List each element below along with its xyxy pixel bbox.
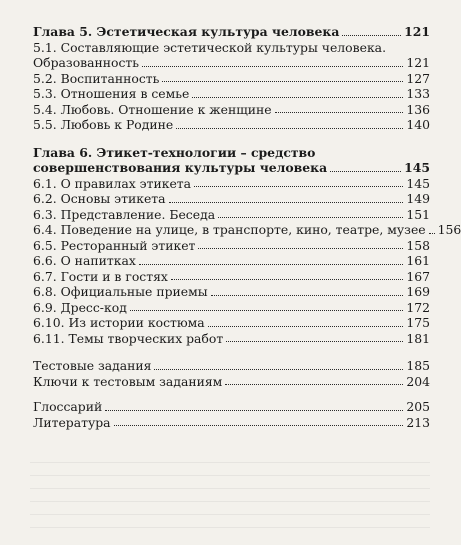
entry-page: 204 bbox=[406, 373, 430, 389]
dot-leader bbox=[275, 112, 404, 113]
entry-text: 6.6. О напитках bbox=[33, 253, 136, 268]
entry-page: 145 bbox=[406, 175, 430, 191]
section-gap bbox=[33, 389, 430, 399]
entry-page: 151 bbox=[406, 206, 430, 222]
chapter-6-title-line1[interactable]: Глава 6. Этикет-технологии – средство bbox=[33, 144, 316, 160]
entry-text: 6.3. Представление. Беседа bbox=[33, 206, 216, 222]
dot-leader bbox=[139, 264, 404, 265]
entry-6-10[interactable] bbox=[33, 315, 430, 331]
entry-text: Тестовые задания bbox=[33, 358, 152, 373]
entry-text: 5.5. Любовь к Родине bbox=[33, 117, 174, 132]
entry-text: 6.11. Темы творческих работ bbox=[33, 330, 224, 346]
dot-leader bbox=[142, 66, 403, 67]
entry-page: 140 bbox=[406, 117, 430, 132]
entry-page: 156 bbox=[437, 222, 461, 237]
entry-text: 6.4. Поведение на улице, в транспорте, кино, театре, музее bbox=[33, 222, 426, 237]
entry-5-2[interactable] bbox=[33, 71, 430, 87]
entry-page: 161 bbox=[406, 253, 430, 268]
entry-text: 6.9. Дресс-код bbox=[33, 299, 127, 315]
entry-text: Литература bbox=[33, 414, 111, 430]
entry-text: Образованность bbox=[33, 55, 140, 70]
entry-5-1-line1[interactable]: 5.1. Составляющие эстетической культуры человека. bbox=[33, 39, 387, 55]
entry-page: 185 bbox=[406, 358, 430, 373]
entry-6-6[interactable] bbox=[33, 253, 430, 269]
entry-text: Ключи к тестовым заданиям bbox=[33, 373, 223, 389]
entry-page: 172 bbox=[406, 299, 430, 315]
entry-page: 121 bbox=[406, 55, 430, 70]
chapter-5-title[interactable] bbox=[33, 24, 430, 40]
entry-text: 5.4. Любовь. Отношение к женщине bbox=[33, 101, 272, 117]
dot-leader bbox=[114, 425, 404, 426]
entry-5-3[interactable] bbox=[33, 86, 430, 102]
entry-6-9[interactable] bbox=[33, 300, 430, 316]
entry-page: 149 bbox=[406, 191, 430, 206]
dot-leader bbox=[169, 202, 404, 203]
entry-5-5[interactable] bbox=[33, 117, 430, 133]
entry-page: 136 bbox=[406, 101, 430, 117]
entry-page: 167 bbox=[406, 268, 430, 284]
dot-leader bbox=[218, 217, 403, 218]
entry-6-11[interactable] bbox=[33, 331, 430, 347]
dot-leader bbox=[342, 35, 401, 36]
entry-6-4[interactable] bbox=[33, 222, 461, 238]
dot-leader bbox=[105, 410, 403, 411]
entry-text: 6.5. Ресторанный этикет bbox=[33, 237, 196, 253]
entry-text: Глава 5. Эстетическая культура человека bbox=[33, 24, 340, 39]
entry-6-8[interactable] bbox=[33, 284, 430, 300]
entry-6-5[interactable] bbox=[33, 238, 430, 254]
entry-text: 6.1. О правилах этикета bbox=[33, 175, 192, 191]
entry-6-7[interactable] bbox=[33, 269, 430, 285]
dot-leader bbox=[171, 279, 403, 280]
chapter-6-title[interactable] bbox=[33, 160, 430, 176]
entry-page: 121 bbox=[404, 24, 430, 39]
dot-leader bbox=[154, 369, 403, 370]
dot-leader bbox=[330, 171, 401, 172]
entry-text: Глоссарий bbox=[33, 399, 103, 414]
entry-page: 181 bbox=[406, 330, 430, 346]
entry-text: 6.8. Официальные приемы bbox=[33, 284, 208, 299]
dot-leader bbox=[226, 341, 403, 342]
entry-page: 158 bbox=[406, 237, 430, 253]
bleed-through-texture bbox=[30, 450, 430, 540]
entry-6-2[interactable] bbox=[33, 191, 430, 207]
entry-6-3[interactable] bbox=[33, 207, 430, 223]
entry-glossary[interactable] bbox=[33, 399, 430, 415]
entry-tests[interactable] bbox=[33, 358, 430, 374]
table-of-contents bbox=[33, 24, 461, 430]
entry-text: 6.10. Из истории костюма bbox=[33, 315, 205, 330]
dot-leader bbox=[429, 233, 435, 234]
section-gap bbox=[33, 133, 430, 145]
entry-page: 213 bbox=[406, 414, 430, 430]
entry-5-1[interactable] bbox=[33, 55, 430, 71]
entry-page: 205 bbox=[406, 399, 430, 414]
dot-leader bbox=[194, 186, 403, 187]
entry-text: 6.2. Основы этикета bbox=[33, 191, 166, 206]
dot-leader bbox=[130, 310, 404, 311]
dot-leader bbox=[208, 326, 404, 327]
entry-literature[interactable] bbox=[33, 415, 430, 431]
entry-text: 6.7. Гости и в гостях bbox=[33, 268, 168, 284]
entry-page: 127 bbox=[406, 70, 430, 86]
entry-text: совершенствования культуры человека bbox=[33, 160, 328, 175]
dot-leader bbox=[162, 81, 403, 82]
entry-test-keys[interactable] bbox=[33, 374, 430, 390]
dot-leader bbox=[211, 295, 404, 296]
entry-5-4[interactable] bbox=[33, 102, 430, 118]
entry-page: 133 bbox=[406, 86, 430, 101]
dot-leader bbox=[192, 97, 403, 98]
entry-6-1[interactable] bbox=[33, 176, 430, 192]
entry-page: 175 bbox=[406, 315, 430, 330]
entry-text: 5.2. Воспитанность bbox=[33, 70, 160, 86]
entry-page: 169 bbox=[406, 284, 430, 299]
dot-leader bbox=[225, 384, 403, 385]
dot-leader bbox=[176, 128, 403, 129]
section-gap bbox=[33, 346, 430, 358]
entry-text: 5.3. Отношения в семье bbox=[33, 86, 190, 101]
entry-page: 145 bbox=[404, 160, 430, 175]
dot-leader bbox=[198, 248, 403, 249]
